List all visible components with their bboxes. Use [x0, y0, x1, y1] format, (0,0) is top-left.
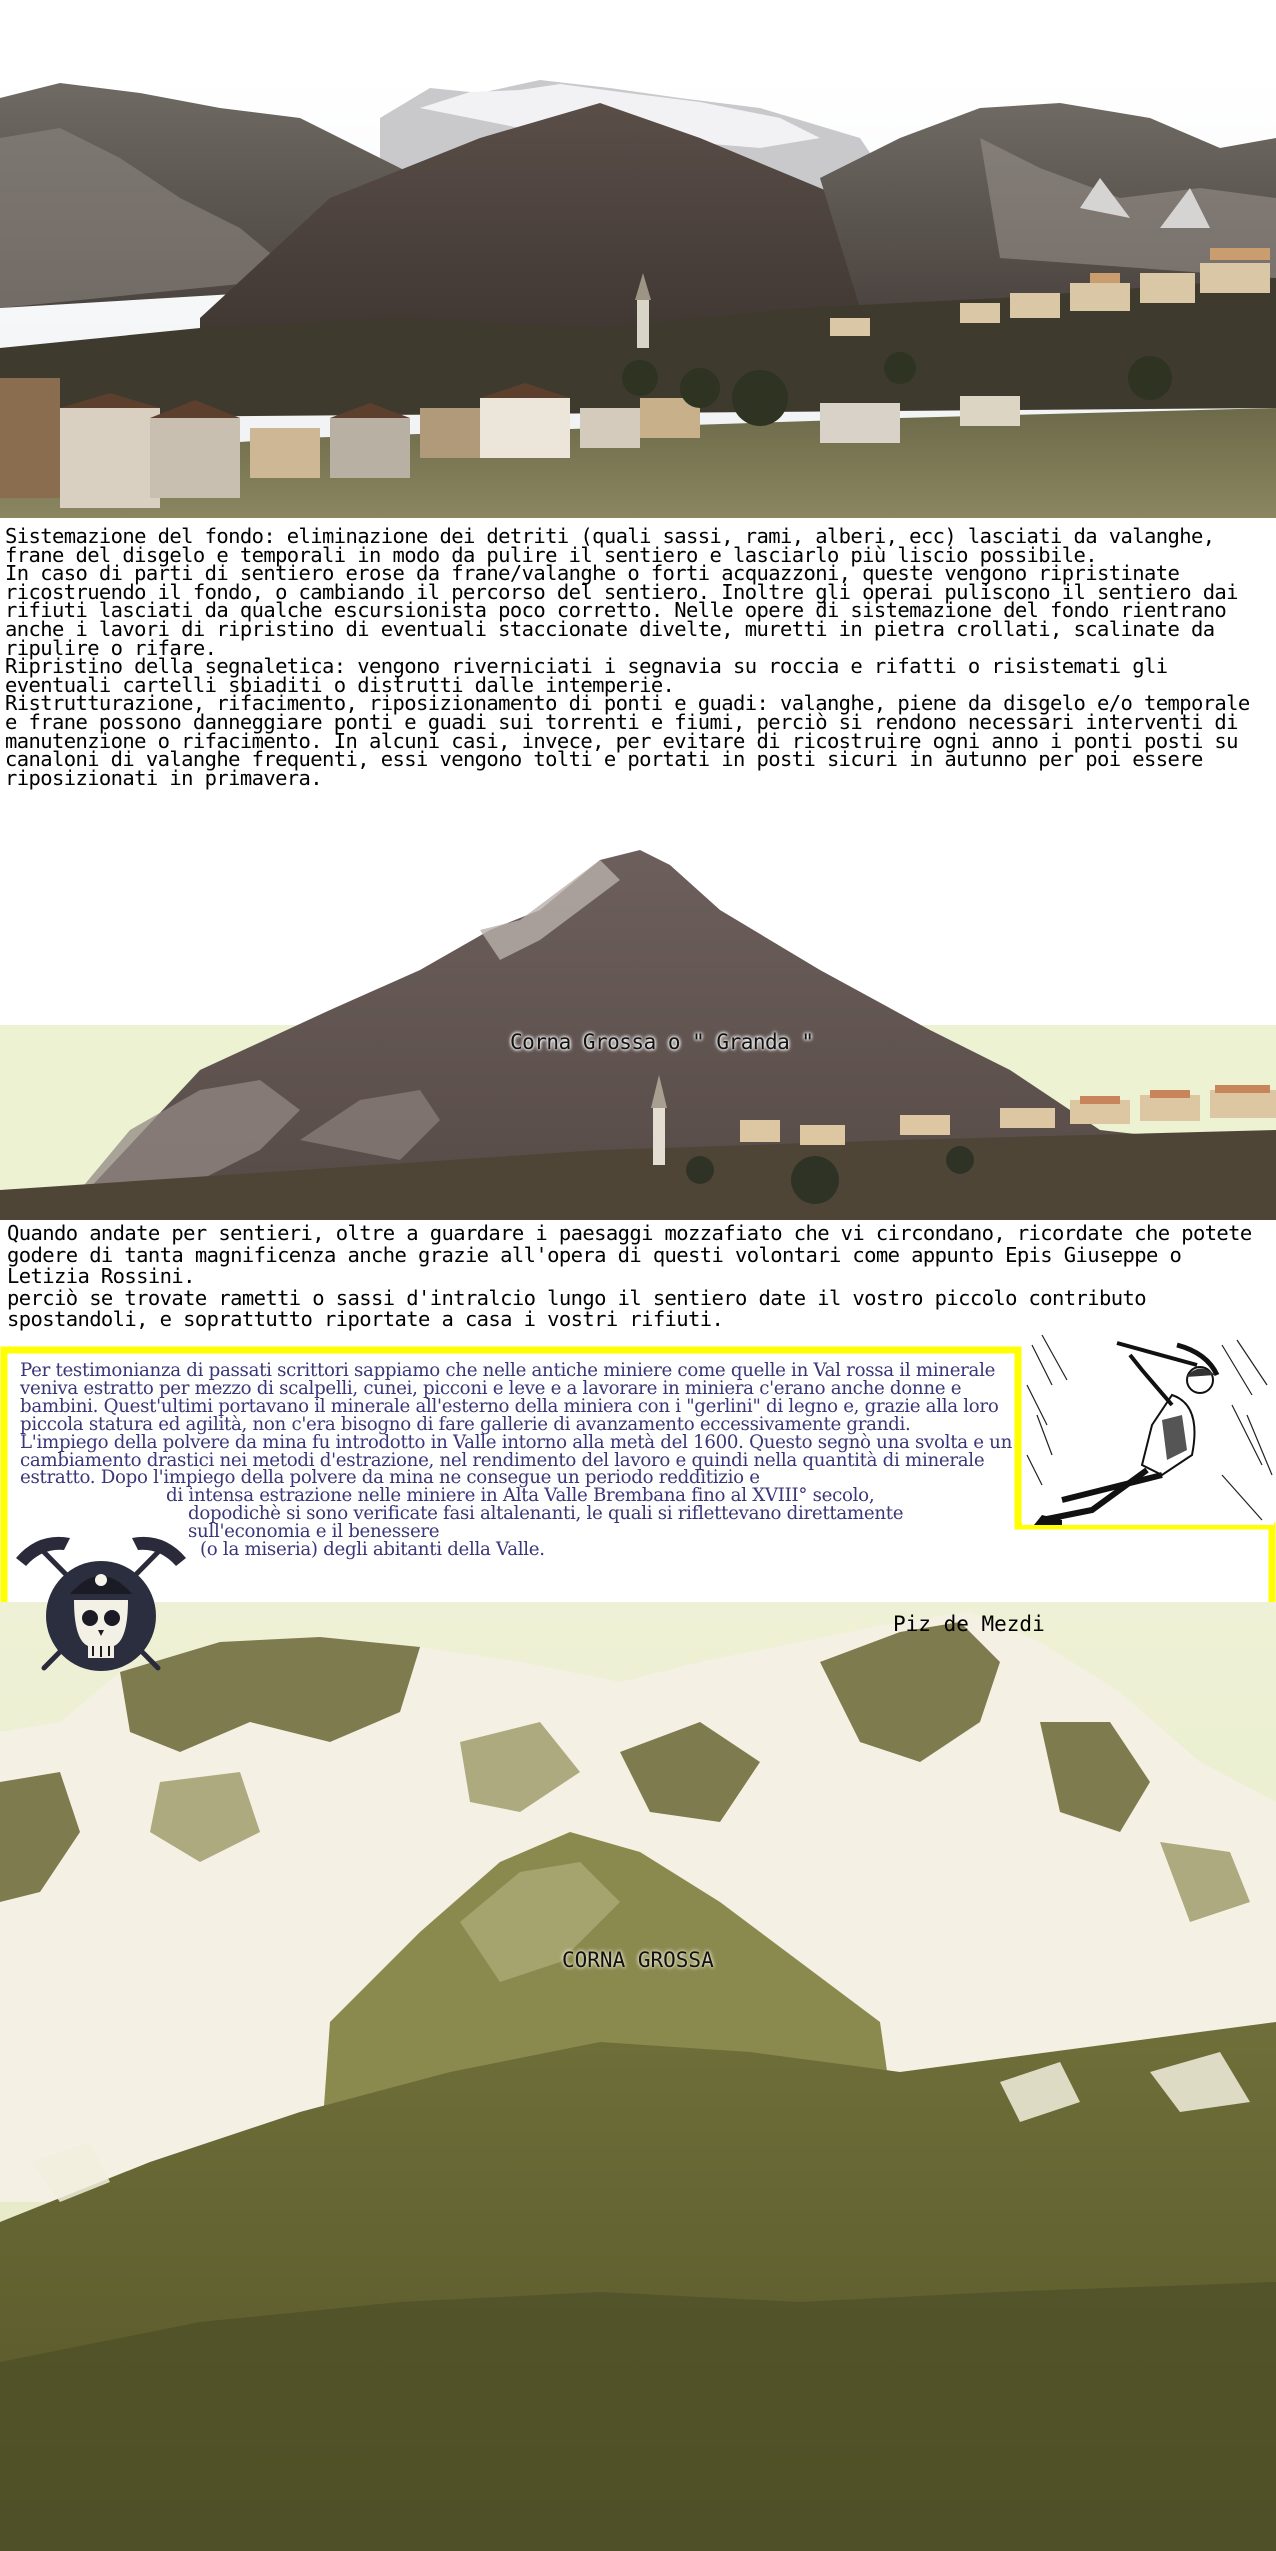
- mining-line-altalenanti: dopodichè si sono verificate fasi altalenanti, le quali si riflettevano direttamente sull'economia e il benessere: [188, 1503, 904, 1543]
- corna-granda-label: Corna Grossa o " Granda ": [510, 1030, 814, 1054]
- miner-with-pickaxe-drawing: [1022, 1325, 1274, 1525]
- piz-de-mezdi-photo: [0, 1602, 1276, 2551]
- miner-skull-logo: [8, 1528, 194, 1676]
- paragraph-contribute: perciò se trovate rametti o sassi d'intralcio lungo il sentiero date il vostro piccolo contributo: [7, 1285, 1146, 1310]
- paragraph-segnaletica: Ripristino della segnaletica: vengono riverniciati i segnavia su roccia e rifatti o risistemati gli eventuali cartelli sbiaditi o distrutti dalle intemperie.: [5, 654, 1168, 697]
- paragraph-fondo: Sistemazione del fondo: eliminazione dei detriti (quali sassi, rami, alberi, ecc) lasciati da valanghe, frane del disgelo e temporali in modo da pulire il sentiero e lasciarlo più liscio possibile.: [5, 524, 1215, 567]
- mining-paragraph-2: L'impiego della polvere da mina fu introdotto in Valle intorno alla metà del 1600. Questo segnò una svolta e un cambiamento drastici nei metodi d'estrazione, nel rendimento del lavoro e quindi nella quantità di minerale estratto. Dopo l'impiego della polvere da mina ne consegue un periodo redditizio e: [20, 1431, 1013, 1489]
- paragraph-rifiuti: spostandoli, e soprattutto riportate a casa i vostri rifiuti.: [7, 1307, 724, 1331]
- mining-paragraph-1: Per testimonianza di passati scrittori sappiamo che nelle antiche miniere come quelle in Val rossa il minerale veniva estratto per mezzo di scalpelli, cunei, picconi e leve e a lavorare in miniera c'erano anche donne e bambini. Quest'ultimi portavano il minerale all'esterno della miniera con i "gerlini" di legno e, grazie alla loro piccola statura ed agilità, non c'era bisogno di fare gallerie di avanzamento eccessivamente grandi.: [20, 1360, 999, 1435]
- maintenance-description: [5, 524, 1271, 790]
- corna-grossa-label: CORNA GROSSA: [562, 1948, 714, 1972]
- paragraph-volunteers: Quando andate per sentieri, oltre a guardare i paesaggi mozzafiato che vi circondano, ricordate che potete godere di tanta magnificenza anche grazie all'opera di questi volontari come appunto Epis Giuseppe o Letizia Rossini.: [7, 1221, 1252, 1288]
- village-mountains-photo: [0, 78, 1276, 518]
- mining-line-estrazione: di intensa estrazione nelle miniere in Alta Valle Brembana fino al XVIII° secolo,: [166, 1485, 875, 1507]
- mining-line-miseria: (o la miseria) degli abitanti della Valle.: [200, 1539, 545, 1561]
- volunteers-note: [7, 1223, 1269, 1331]
- paragraph-ponti: Ristrutturazione, rifacimento, riposizionamento di ponti e guadi: valanghe, piene da disgelo e/o temporale e frane possono danneggiare ponti e guadi sui torrenti e fiumi, perciò si rendono necessari interventi di manutenzione o rifacimento. In alcuni casi, invece, per evitare di ricostruire ogni anno i ponti posti su canaloni di valanghe frequenti, essi vengono tolti e portati in posti sicuri in autunno per poi essere riposizionati in primavera.: [5, 691, 1250, 790]
- paragraph-erosion: In caso di parti di sentiero erose da frane/valanghe o forti acquazzoni, queste vengono ripristinate ricostruendo il fondo, o cambiando il percorso del sentiero. Inoltre gli operai puliscono il sentiero dai rifiuti lasciati da qualche escursionista poco corretto. Nelle opere di sistemazione del fondo rientrano anche i lavori di ripristino di eventuali staccionate divelte, muretti in pietra crollati, scalinate da ripulire o rifare.: [5, 561, 1238, 660]
- piz-de-mezdi-label: Piz de Mezdi: [893, 1612, 1045, 1636]
